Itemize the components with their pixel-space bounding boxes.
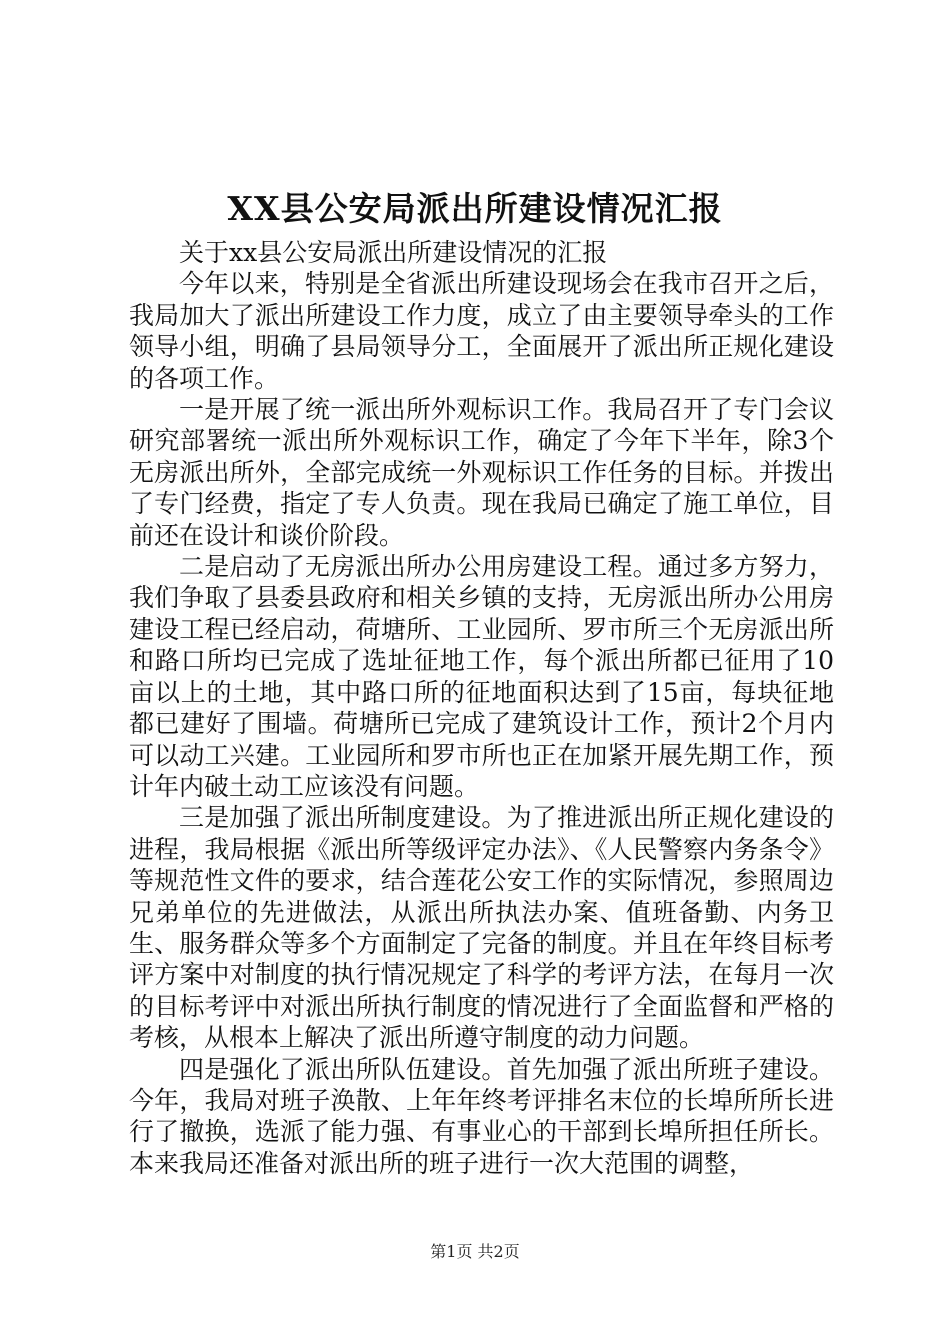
page-footer: 第1页 共2页 [430,1242,520,1261]
document-title: XX县公安局派出所建设情况汇报 [227,189,723,228]
body-paragraph: 一是开展了统一派出所外观标识工作。我局召开了专门会议研究部署统一派出所外观标识工作，确定了今年下半年，除3个无房派出所外，全部完成统一外观标识工作任务的目标。并拨出了专门经费，指定了专人负责。现在我局已确定了施工单位，目前还在设计和谈价阶段。 [129,395,834,550]
body-paragraph: 二是启动了无房派出所办公用房建设工程。通过多方努力，我们争取了县委县政府和相关乡镇的支持，无房派出所办公用房建设工程已经启动，荷塘所、工业园所、罗市所三个无房派出所和路口所均已完成了选址征地工作，每个派出所都已征用了10亩以上的土地，其中路口所的征地面积达到了15亩，每块征地都已建好了围墙。荷塘所已完成了建筑设计工作，预计2个月内可以动工兴建。工业园所和罗市所也正在加紧开展先期工作，预计年内破土动工应该没有问题。 [129,552,834,801]
body-paragraph: 四是强化了派出所队伍建设。首先加强了派出所班子建设。今年，我局对班子涣散、上年年终考评排名末位的长埠所所长进行了撤换，选派了能力强、有事业心的干部到长埠所担任所长。本来我局还准备对派出所的班子进行一次大范围的调整， [129,1054,834,1178]
body-paragraph: 关于xx县公安局派出所建设情况的汇报 [179,238,608,267]
document-body [129,237,834,1179]
body-paragraph: 今年以来，特别是全省派出所建设现场会在我市召开之后，我局加大了派出所建设工作力度，成立了由主要领导牵头的工作领导小组，明确了县局领导分工，全面展开了派出所正规化建设的各项工作。 [129,269,834,393]
body-paragraph: 三是加强了派出所制度建设。为了推进派出所正规化建设的进程，我局根据《派出所等级评定办法》、《人民警察内务条令》等规范性文件的要求，结合莲花公安工作的实际情况，参照周边兄弟单位的先进做法，从派出所执法办案、值班备勤、内务卫生、服务群众等多个方面制定了完备的制度。并且在年终目标考评方案中对制度的执行情况规定了科学的考评方法，在每月一次的目标考评中对派出所执行制度的情况进行了全面监督和严格的考核，从根本上解决了派出所遵守制度的动力问题。 [129,803,834,1053]
